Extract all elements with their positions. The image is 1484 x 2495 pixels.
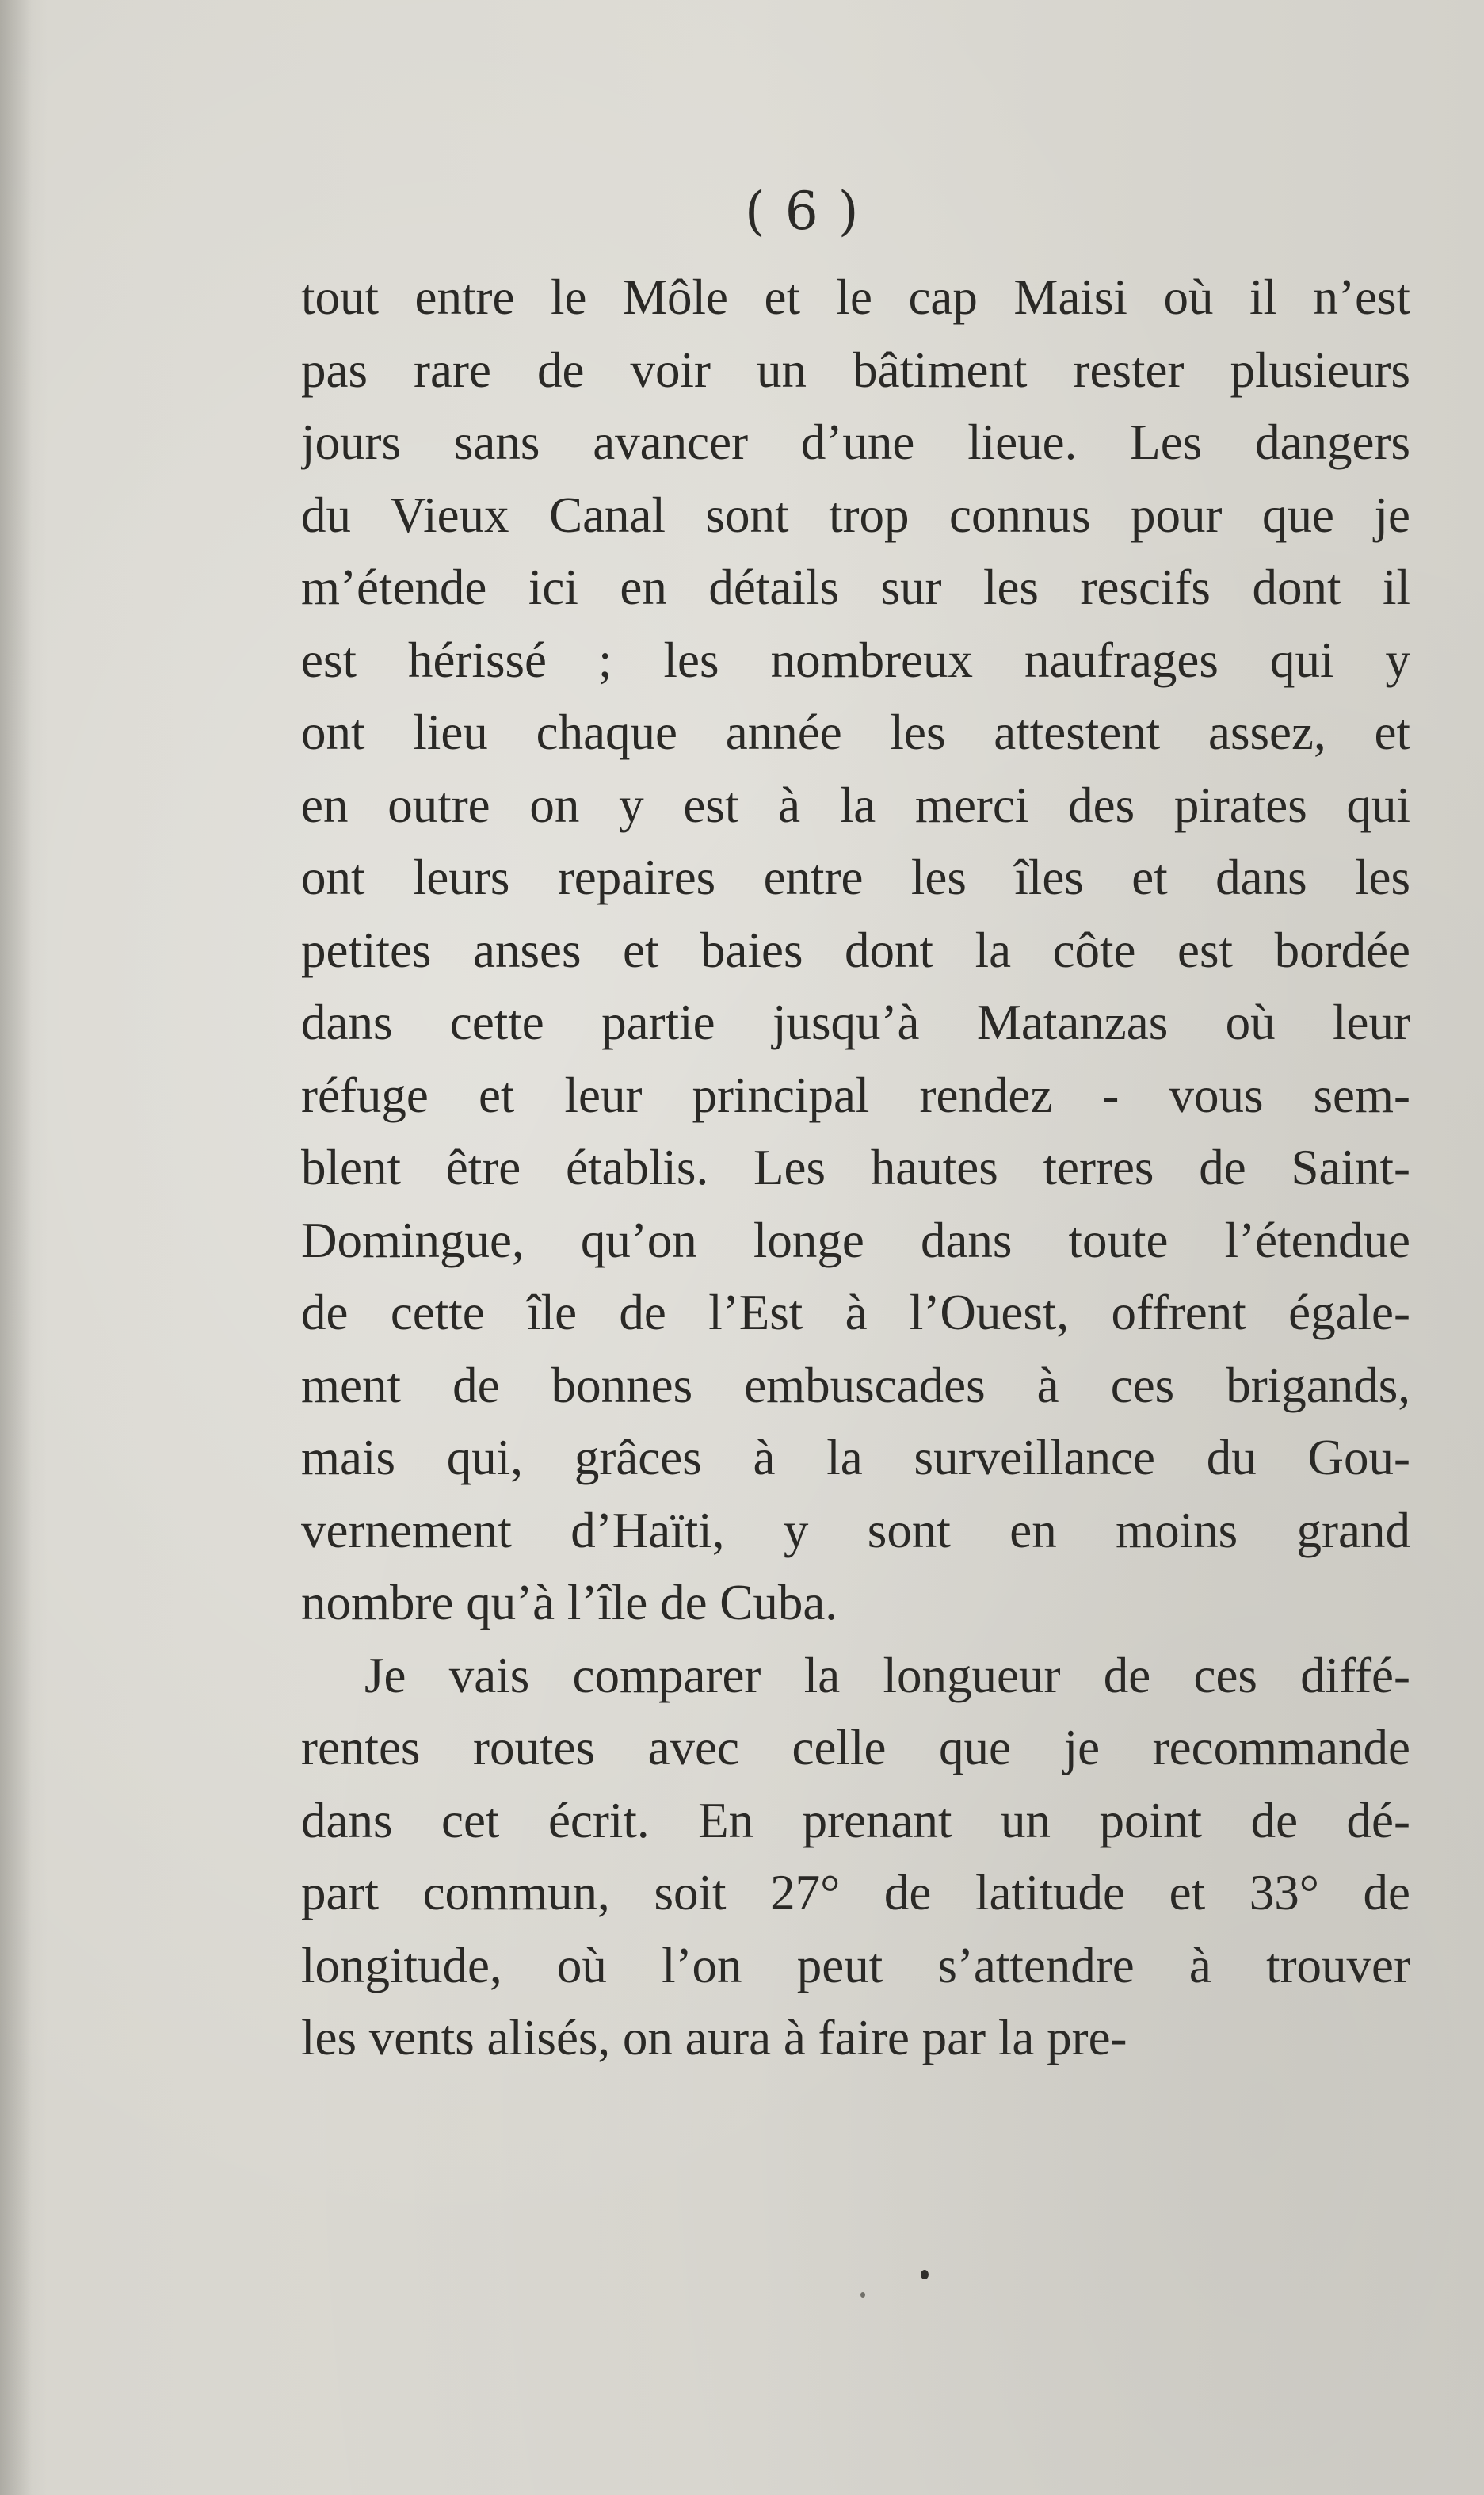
body-text <box>301 262 1410 2075</box>
text-line: du Vieux Canal sont trop connus pour que je <box>301 487 1410 543</box>
text-line: petites anses et baies dont la côte est bordée <box>301 922 1410 978</box>
text-line: ont leurs repaires entre les îles et dans les <box>301 850 1410 905</box>
text-line: dans cette partie jusqu’à Matanzas où leur <box>301 995 1410 1050</box>
ink-speck <box>860 2292 865 2298</box>
text-line: pas rare de voir un bâtiment rester plusieurs <box>301 342 1410 398</box>
text-line: de cette île de l’Est à l’Ouest, offrent égale- <box>301 1285 1410 1340</box>
ink-speck <box>921 2270 929 2279</box>
text-line: ont lieu chaque année les attestent assez, et <box>301 705 1410 760</box>
text-line: nombre qu’à l’île de Cuba. <box>301 1575 838 1630</box>
text-line: les vents alisés, on aura à faire par la pre- <box>301 2010 1127 2065</box>
text-line: longitude, où l’on peut s’attendre à trouver <box>301 1937 1410 1993</box>
text-line: est hérissé ; les nombreux naufrages qui y <box>301 632 1410 688</box>
text-line: Je vais comparer la longueur de ces diffé- <box>364 1647 1410 1703</box>
text-line: ment de bonnes embuscades à ces brigands, <box>301 1357 1410 1413</box>
text-line: rentes routes avec celle que je recommande <box>301 1720 1410 1775</box>
page-fold-shadow <box>0 0 32 2495</box>
text-line: réfuge et leur principal rendez - vous sem- <box>301 1067 1410 1123</box>
text-line: blent être établis. Les hautes terres de Saint- <box>301 1140 1410 1195</box>
text-line: Domingue, qu’on longe dans toute l’étendue <box>301 1212 1410 1268</box>
text-line: en outre on y est à la merci des pirates qui <box>301 777 1410 833</box>
text-line: vernement d’Haïti, y sont en moins grand <box>301 1502 1410 1558</box>
text-line: tout entre le Môle et le cap Maisi où il n’est <box>301 269 1410 325</box>
text-line: dans cet écrit. En prenant un point de dé- <box>301 1792 1410 1848</box>
text-line: m’étende ici en détails sur les rescifs dont il <box>301 560 1410 615</box>
text-line: part commun, soit 27° de latitude et 33° de <box>301 1865 1410 1920</box>
page-number: ( 6 ) <box>745 181 860 242</box>
text-line: mais qui, grâces à la surveillance du Gou- <box>301 1430 1410 1485</box>
text-line: jours sans avancer d’une lieue. Les dangers <box>301 415 1410 470</box>
